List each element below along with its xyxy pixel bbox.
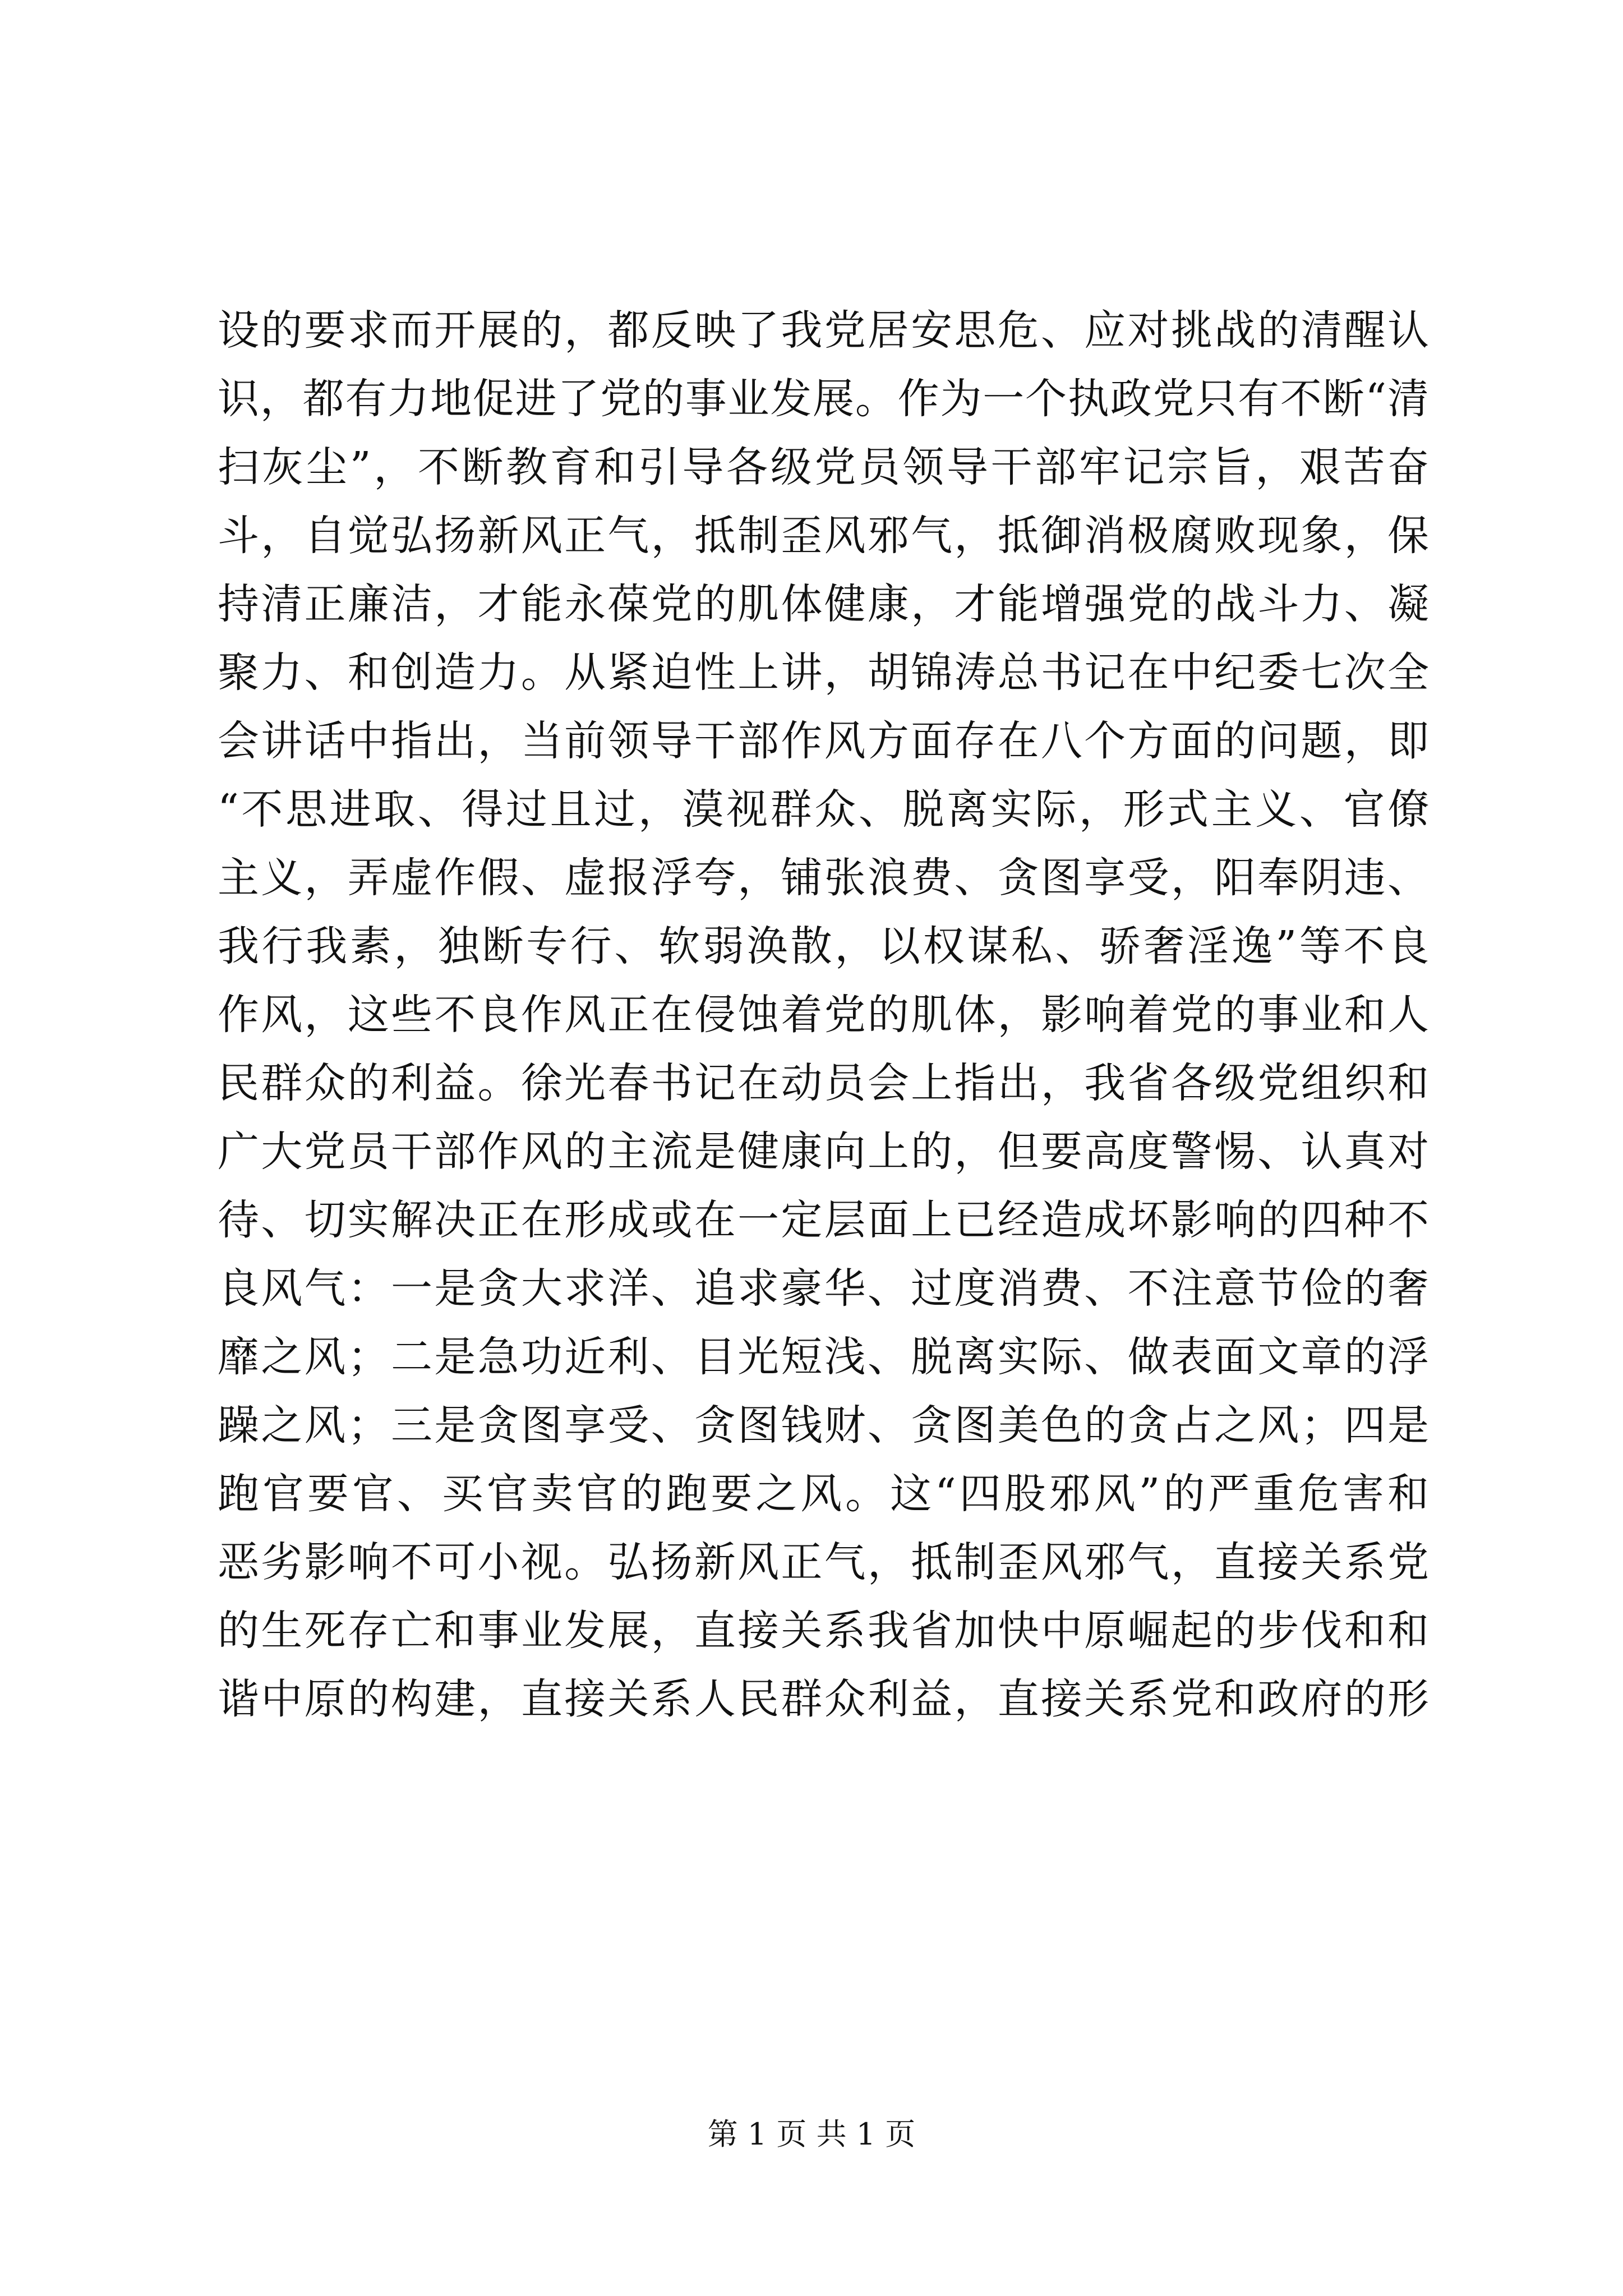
text-line: 聚力、和创造力。从紧迫性上讲，胡锦涛总书记在中纪委七次全 bbox=[218, 648, 1429, 697]
text-line: 作风，这些不良作风正在侵蚀着党的肌体，影响着党的事业和人 bbox=[218, 991, 1429, 1039]
text-line: 识，都有力地促进了党的事业发展。作为一个执政党只有不断“清 bbox=[218, 375, 1429, 423]
text-line: 会讲话中指出，当前领导干部作风方面存在八个方面的问题，即 bbox=[218, 717, 1429, 765]
text-line: 广大党员干部作风的主流是健康向上的，但要高度警惕、认真对 bbox=[218, 1128, 1429, 1176]
text-line: “不思进取、得过且过，漠视群众、脱离实际，形式主义、官僚 bbox=[218, 785, 1429, 834]
text-line: 民群众的利益。徐光春书记在动员会上指出，我省各级党组织和 bbox=[218, 1059, 1429, 1107]
text-line: 主义，弄虚作假、虚报浮夸，铺张浪费、贪图享受，阳奉阴违、 bbox=[218, 854, 1429, 902]
text-line: 靡之风；二是急功近利、目光短浅、脱离实际、做表面文章的浮 bbox=[218, 1333, 1429, 1381]
document-body bbox=[218, 296, 1429, 1733]
page-number: 第 1 页 共 1 页 bbox=[707, 2116, 916, 2152]
text-line: 良风气：一是贪大求洋、追求豪华、过度消费、不注意节俭的奢 bbox=[218, 1264, 1429, 1313]
text-line: 斗，自觉弘扬新风正气，抵制歪风邪气，抵御消极腐败现象，保 bbox=[218, 512, 1429, 560]
page-footer bbox=[0, 2115, 1623, 2154]
text-line: 谐中原的构建，直接关系人民群众利益，直接关系党和政府的形 bbox=[218, 1675, 1429, 1723]
text-line: 扫灰尘”，不断教育和引导各级党员领导干部牢记宗旨，艰苦奋 bbox=[218, 443, 1429, 491]
text-line: 的生死存亡和事业发展，直接关系我省加快中原崛起的步伐和和 bbox=[218, 1607, 1429, 1655]
text-line: 跑官要官、买官卖官的跑要之风。这“四股邪风”的严重危害和 bbox=[218, 1470, 1429, 1518]
text-line: 设的要求而开展的，都反映了我党居安思危、应对挑战的清醒认 bbox=[218, 306, 1429, 355]
text-line: 恶劣影响不可小视。弘扬新风正气，抵制歪风邪气，直接关系党 bbox=[218, 1538, 1429, 1586]
text-line: 躁之风；三是贪图享受、贪图钱财、贪图美色的贪占之风；四是 bbox=[218, 1401, 1429, 1450]
text-line: 我行我素，独断专行、软弱涣散，以权谋私、骄奢淫逸”等不良 bbox=[218, 922, 1429, 970]
text-line: 持清正廉洁，才能永葆党的肌体健康，才能增强党的战斗力、凝 bbox=[218, 580, 1429, 628]
text-line: 待、切实解决正在形成或在一定层面上已经造成坏影响的四种不 bbox=[218, 1196, 1429, 1244]
